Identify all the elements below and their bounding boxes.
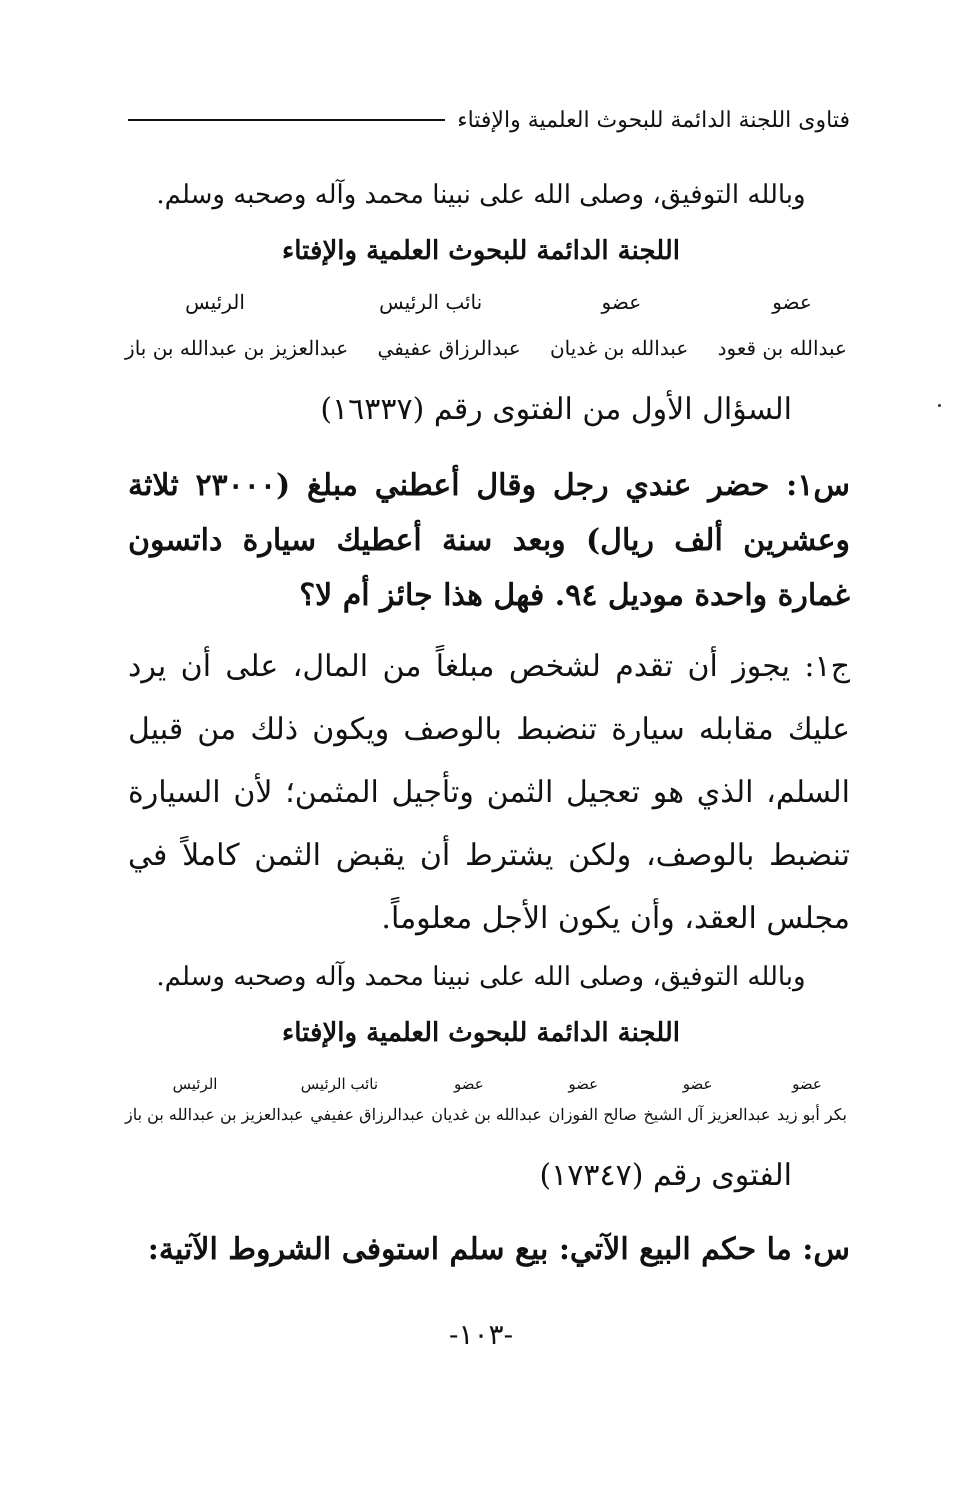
signatory-role: عضو [772,290,812,314]
signatory-role: عضو [601,290,642,314]
signatory-role: نائب الرئيس [300,1075,379,1093]
signatory-name: عبدالرزاق عفيفي [310,1105,425,1124]
question-paragraph: س: ما حكم البيع الآتي: بيع سلم استوفى الشروط الآتية: [147,1232,850,1267]
answer-paragraph: ج١: يجوز أن تقدم لشخص مبلغاً من المال، على أن يرد عليك مقابله سيارة تنضبط بالوصف ويكون ذلك من قبيل السلم، الذي هو تعجيل الثمن وتأجيل المثمن؛ لأن السيارة تنضبط بالوصف، ولكن يشترط أن يقبض الثمن كاملاً في مجلس العقد، وأن يكون الأجل معلوماً. [128,649,850,936]
committee-name: اللجنة الدائمة للبحوث العلمية والإفتاء [282,1018,680,1048]
page-number: -١٠٣- [448,1318,514,1351]
signatory-name: عبدالله بن قعود [717,336,847,360]
signatory-role: عضو [682,1075,713,1093]
signatory-role: عضو [792,1075,822,1093]
signatory-name: بكر أبو زيد [776,1105,847,1124]
signatory-name: عبدالعزيز بن عبدالله بن باز [125,1105,304,1124]
signatory-role: الرئيس [172,1075,218,1093]
signatory-role: عضو [568,1075,599,1093]
signatory-roles [125,1075,847,1093]
signatory-role: نائب الرئيس [379,290,483,314]
fatwa-heading: الفتوى رقم (١٧٣٤٧) [539,1158,792,1193]
signatory-roles [125,290,847,314]
signatory-name: عبدالعزيز بن عبدالله بن باز [125,336,349,360]
signatory-role: عضو [453,1075,484,1093]
signatory-name: عبدالله بن غديان [431,1105,542,1124]
signatory-names [125,336,847,360]
signatory-name: عبدالعزيز آل الشيخ [643,1105,771,1124]
closing-formula: وبالله التوفيق، وصلى الله على نبينا محمد وآله وصحبه وسلم. [156,962,806,992]
closing-formula: وبالله التوفيق، وصلى الله على نبينا محمد وآله وصحبه وسلم. [156,180,806,210]
header-rule [128,119,445,121]
signatory-name: عبدالله بن غديان [549,336,689,360]
question-paragraph: س١: حضر عندي رجل وقال أعطني مبلغ (٢٣٠٠٠ ثلاثة وعشرين ألف ريال) وبعد سنة أعطيك سيارة داتسون غمارة واحدة موديل ٩٤. فهل هذا جائز أم لا؟ [128,468,850,613]
committee-name: اللجنة الدائمة للبحوث العلمية والإفتاء [282,236,680,266]
signatory-names [125,1105,847,1124]
running-header-title: فتاوى اللجنة الدائمة للبحوث العلمية والإفتاء [457,107,850,133]
fatwa-heading: السؤال الأول من الفتوى رقم (١٦٣٣٧) [320,392,792,427]
signatory-name: عبدالرزاق عفيفي [377,336,521,360]
running-header [128,100,850,140]
signatory-role: الرئيس [185,290,245,314]
margin-dot [938,404,941,407]
signatory-name: صالح الفوزان [548,1105,637,1124]
